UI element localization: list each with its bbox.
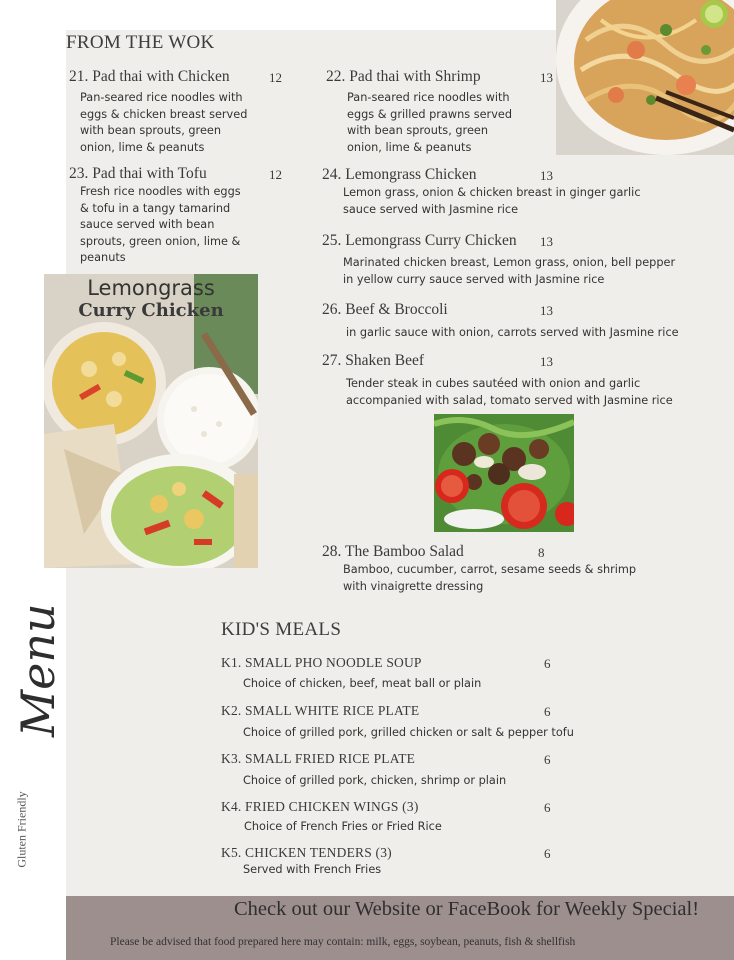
item-price-25: 13 — [540, 234, 553, 249]
item-name-25: 25. Lemongrass Curry Chicken — [322, 232, 517, 249]
footer-banner — [66, 896, 734, 960]
shaken-beef-photo — [434, 414, 574, 532]
item-desc-27: Tender steak in cubes sautéed with onion and garlic accompanied with salad, tomato served with Jasmine rice — [346, 377, 673, 407]
kid-item-price-k2: 6 — [544, 704, 551, 719]
item-name-21: 21. Pad thai with Chicken — [69, 68, 230, 85]
item-name-26: 26. Beef & Broccoli — [322, 301, 448, 318]
section-title-kids: KID'S MEALS — [221, 619, 342, 640]
kid-item-desc-k2: Choice of grilled pork, grilled chicken or salt & pepper tofu — [243, 726, 574, 739]
item-price-24: 13 — [540, 168, 553, 183]
item-desc-24: Lemon grass, onion & chicken breast in ginger garlic sauce served with Jasmine rice — [343, 186, 641, 216]
item-name-28: 28. The Bamboo Salad — [322, 543, 464, 560]
item-name-23: 23. Pad thai with Tofu — [69, 165, 207, 182]
kid-item-name-k1: K1. SMALL PHO NOODLE SOUP — [221, 655, 422, 670]
section-title-wok: FROM THE WOK — [66, 32, 215, 53]
kid-item-desc-k5: Served with French Fries — [243, 863, 382, 876]
footer-allergen-note: Please be advised that food prepared here may contain: milk, eggs, soybean, peanuts, fish & shellfish — [110, 936, 576, 948]
kid-item-desc-k3: Choice of grilled pork, chicken, shrimp or plain — [243, 774, 507, 787]
kid-item-desc-k4: Choice of French Fries or Fried Rice — [244, 820, 442, 833]
gluten-friendly-label: Gluten Friendly — [14, 791, 29, 868]
kid-item-name-k3: K3. SMALL FRIED RICE PLATE — [221, 751, 416, 766]
curry-photo-caption-line2: Curry Chicken — [78, 300, 224, 321]
kid-item-price-k3: 6 — [544, 752, 551, 767]
item-desc-22: Pan-seared rice noodles with eggs & grilled prawns served with bean sprouts, green onion, lime & peanuts — [347, 91, 513, 154]
lemongrass-curry-photo — [44, 274, 258, 568]
item-price-28: 8 — [538, 545, 545, 560]
kid-item-price-k5: 6 — [544, 846, 551, 861]
item-price-27: 13 — [540, 354, 553, 369]
item-price-26: 13 — [540, 303, 553, 318]
item-price-23: 12 — [269, 167, 282, 182]
kid-item-desc-k1: Choice of chicken, beef, meat ball or plain — [243, 677, 482, 690]
item-desc-23: Fresh rice noodles with eggs & tofu in a tangy tamarind sauce served with bean sprouts, green onion, lime & peanuts — [80, 185, 241, 264]
item-name-22: 22. Pad thai with Shrimp — [326, 68, 481, 85]
item-price-22: 13 — [540, 70, 553, 85]
kid-item-price-k1: 6 — [544, 656, 551, 671]
item-desc-21: Pan-seared rice noodles with eggs & chicken breast served with bean sprouts, green onion, lime & peanuts — [80, 91, 248, 154]
item-price-21: 12 — [269, 70, 282, 85]
item-desc-25: Marinated chicken breast, Lemon grass, onion, bell pepper in yellow curry sauce served with Jasmine rice — [343, 256, 676, 286]
item-desc-28: Bamboo, cucumber, carrot, sesame seeds & shrimp with vinaigrette dressing — [343, 563, 637, 593]
kid-item-price-k4: 6 — [544, 800, 551, 815]
kid-item-name-k2: K2. SMALL WHITE RICE PLATE — [221, 703, 420, 718]
item-desc-26: in garlic sauce with onion, carrots served with Jasmine rice — [346, 326, 679, 339]
pad-thai-photo — [556, 0, 734, 155]
item-name-24: 24. Lemongrass Chicken — [322, 166, 477, 183]
footer-weekly-special: Check out our Website or FaceBook for Weekly Special! — [234, 898, 700, 920]
menu-script-title: Menu — [11, 603, 65, 737]
curry-photo-caption-line1: Lemongrass — [87, 276, 215, 300]
kid-item-name-k4: K4. FRIED CHICKEN WINGS (3) — [221, 799, 419, 814]
kid-item-name-k5: K5. CHICKEN TENDERS (3) — [221, 845, 392, 860]
item-name-27: 27. Shaken Beef — [322, 352, 425, 369]
